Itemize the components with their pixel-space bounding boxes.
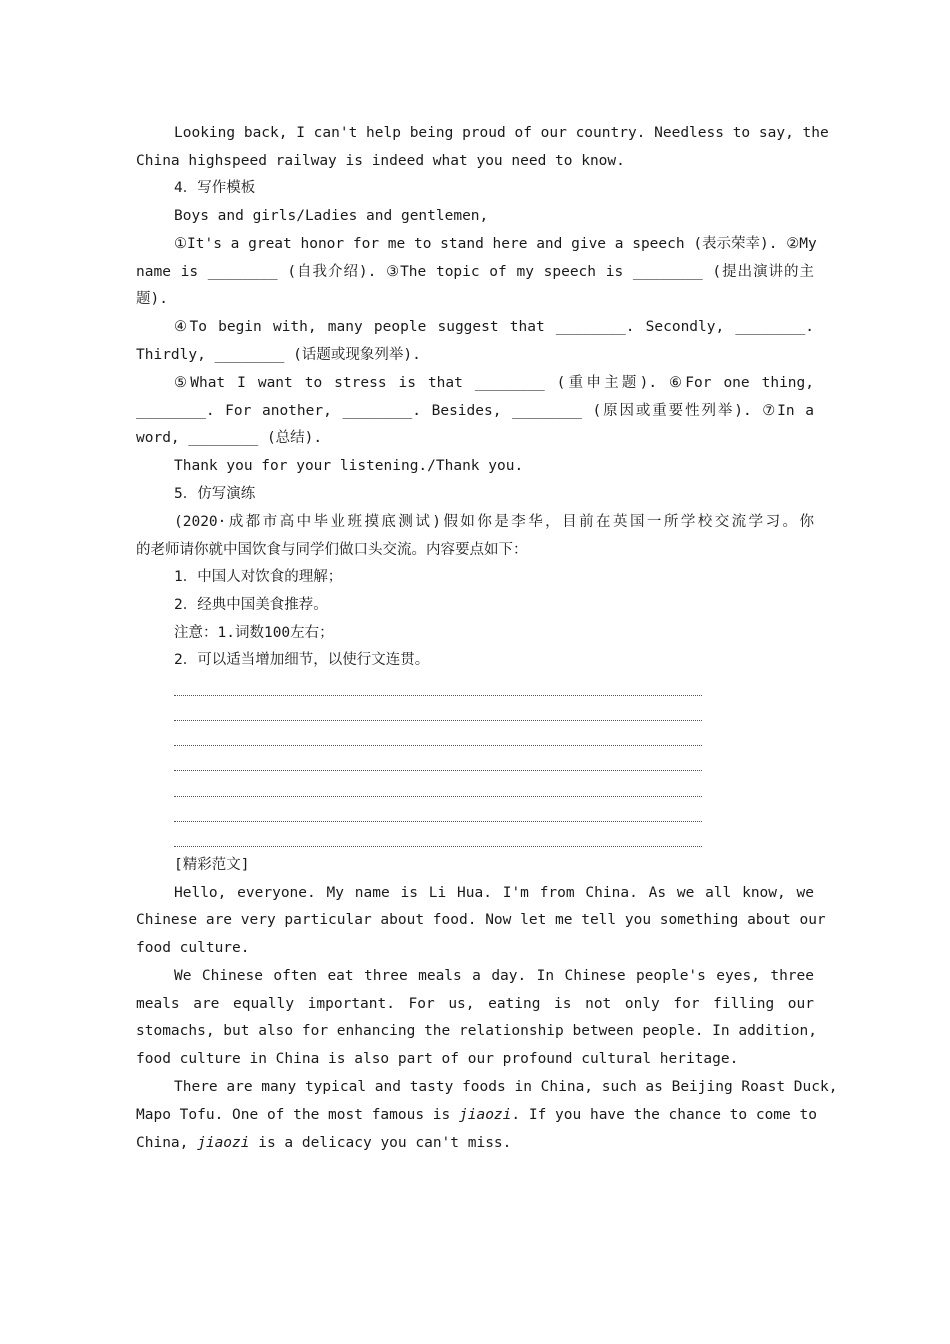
text-line: There are many typical and tasty foods in China, such as Beijing Roast Duck, [174,1079,838,1095]
text-line: ④To begin with, many people suggest that ________. Secondly, ________. [174,319,814,335]
text-line: Thank you for your listening./Thank you. [174,458,524,474]
text-line: Chinese are very particular about food. Now let me tell you something about our [136,912,826,928]
text-run: Mapo Tofu. One of the most famous is [136,1107,460,1123]
text-line [136,1133,814,1153]
model-heading: [精彩范文] [174,857,250,873]
text-line: stomachs, but also for enhancing the relationship between people. In addition, [136,1023,817,1039]
text-run: is a delicacy you can't miss. [249,1135,512,1151]
writing-line[interactable] [174,745,702,746]
text-run: China, [136,1135,198,1151]
writing-line[interactable] [174,796,702,797]
text-line: China highspeed railway is indeed what you need to know. [136,153,625,169]
text-line: food culture in China is also part of our profound cultural heritage. [136,1051,739,1067]
writing-line[interactable] [174,821,702,822]
text-line: We Chinese often eat three meals a day. In Chinese people's eyes, three [174,968,814,984]
italic-word: jiaozi [459,1107,512,1123]
writing-line[interactable] [174,846,702,847]
text-line: (2020·成都市高中毕业班摸底测试)假如你是李华，目前在英国一所学校交流学习。你 [174,514,814,530]
writing-line[interactable] [174,770,702,771]
italic-word: jiaozi [197,1135,250,1151]
text-line: 1．中国人对饮食的理解； [174,569,343,585]
text-line: Hello, everyone. My name is Li Hua. I'm from China. As we all know, we [174,885,814,901]
text-line: 的老师请你就中国饮食与同学们做口头交流。内容要点如下： [136,542,528,558]
text-line: Looking back, I can't help being proud of our country. Needless to say, the [174,125,829,141]
text-line: ________. For another, ________. Besides, ________ (原因或重要性列举). ⑦In a [136,403,814,419]
text-run: . If you have the chance to come to [511,1107,817,1123]
text-line: meals are equally important. For us, eating is not only for filling our [136,996,814,1012]
writing-line[interactable] [174,695,702,696]
text-line: 2．经典中国美食推荐。 [174,597,328,613]
text-line: 2．可以适当增加细节，以使行文连贯。 [174,652,430,668]
writing-line[interactable] [174,720,702,721]
section-heading: 4．写作模板 [174,180,256,196]
text-line: 题). [136,291,168,307]
text-line [136,1105,817,1125]
text-line: Thirdly, ________ (话题或现象列举). [136,347,421,363]
text-line: ①It's a great honor for me to stand here and give a speech (表示荣幸). ②My [174,236,817,252]
text-line: food culture. [136,940,250,956]
text-line: name is ________ (自我介绍). ③The topic of my speech is ________ (提出演讲的主 [136,264,814,280]
text-line: Boys and girls/Ladies and gentlemen, [174,208,489,224]
text-line: 注意：1.词数100左右； [174,625,334,641]
section-heading: 5．仿写演练 [174,486,256,502]
text-line: ⑤What I want to stress is that ________ (重申主题). ⑥For one thing, [174,375,814,391]
text-line: word, ________ (总结). [136,430,323,446]
